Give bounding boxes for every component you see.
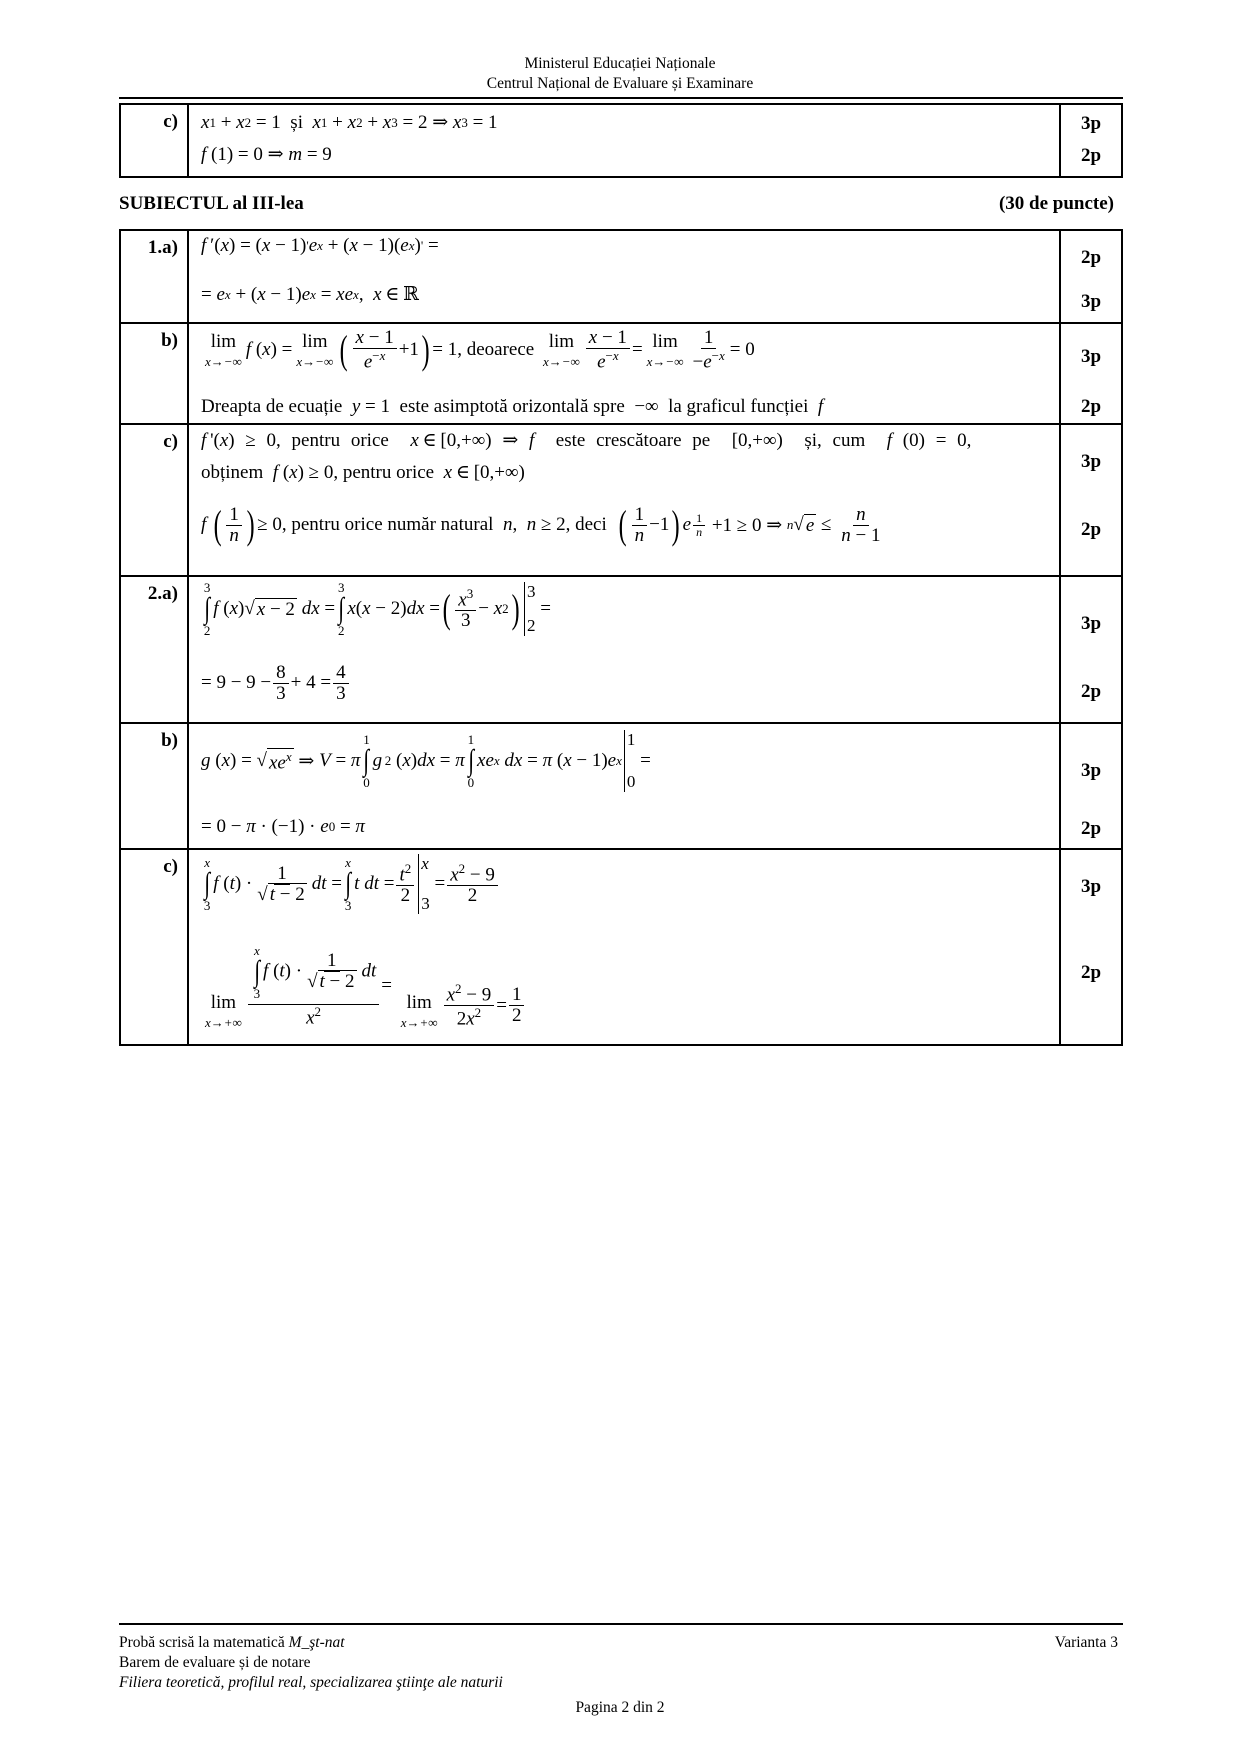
item-points	[1060, 576, 1122, 723]
points-value: 3p	[1080, 346, 1102, 367]
solution-line: = e x + ( x − 1) e x = xe x , x ∈ ℝ	[201, 283, 419, 305]
footer-exam-text: Probă scrisă la matematică	[119, 1634, 285, 1651]
item-solution	[188, 576, 1060, 723]
item-solution	[188, 323, 1060, 424]
text-fragment: este crescătoare pe	[555, 429, 711, 451]
points-value: 3p	[1080, 451, 1102, 472]
text-fragment: , deoarece	[457, 339, 535, 361]
item-label: 1.a)	[120, 230, 188, 323]
points-value: 3p	[1080, 113, 1102, 134]
text-fragment: este asimptotă orizontală spre	[399, 396, 625, 417]
solution-line: lim x→+∞ x ∫ 3 f (t) · $\frac{1}{√ t - 2}$ dt $x^2$ = lim x→+∞ $\frac{x^2 - 9}{2x^2}$ = $\frac{1}{2}$	[201, 942, 526, 1030]
footer-exam-line	[119, 1634, 345, 1652]
item-solution	[188, 723, 1060, 849]
item-points	[1060, 723, 1122, 849]
table-row	[120, 424, 1122, 576]
table-row	[120, 849, 1122, 1045]
text-fragment: la graficul funcției	[668, 396, 809, 417]
points-value: 2p	[1080, 247, 1102, 268]
points-value: 2p	[1080, 681, 1102, 702]
item-solution	[188, 424, 1060, 576]
solution-line: f (1) = 0 ⇒ m = 9	[201, 143, 332, 165]
item-label: c)	[120, 849, 188, 1045]
prev-subject-table	[119, 103, 1123, 178]
item-label: c)	[120, 104, 188, 177]
table-row	[120, 104, 1122, 177]
solution-line: = 9 − 9 − $\frac{8}{3}$ + 4 = $\frac{4}{3}$	[201, 663, 351, 704]
item-solution	[188, 104, 1060, 177]
section-title: SUBIECTUL al III-lea	[119, 193, 304, 214]
points-value: 3p	[1080, 291, 1102, 312]
item-label: c)	[120, 424, 188, 576]
footer-filiera: Filiera teoretică, profilul real, specializarea ştiinţe ale naturii	[119, 1674, 503, 1691]
item-points	[1060, 230, 1122, 323]
item-solution	[188, 230, 1060, 323]
subject-iii-table	[119, 229, 1123, 1046]
table-row	[120, 723, 1122, 849]
solution-line: lim x→−∞ f ( x ) = lim x→−∞ ( $\frac{x - 1}{e^{-x}}$ +1 ) = 1 , deoarece lim x→−∞ $\frac{x - 1}{e^{-x}}$ = lim x→−∞ $\frac{1}{-e^{-x}}$ = 0	[205, 327, 755, 373]
text-fragment: , pentru orice număr natural	[281, 514, 494, 536]
points-value: 2p	[1080, 519, 1102, 540]
item-label: b)	[120, 323, 188, 424]
item-points	[1060, 323, 1122, 424]
header-ministry: Ministerul Educației Naționale	[524, 55, 716, 72]
points-value: 2p	[1080, 396, 1102, 417]
text-fragment: , pentru orice	[276, 429, 389, 451]
footer-barem: Barem de evaluare și de notare	[119, 1654, 311, 1671]
item-points	[1060, 424, 1122, 576]
item-label: 2.a)	[120, 576, 188, 723]
solution-line: x 1 + x 2 = 1 și x 1 + x 2 + x 3 = 2 ⇒ x 3 = 1	[201, 111, 498, 133]
solution-line: f ( $\frac{1}{n}$ ) ≥ 0 , pentru orice număr natural n , n ≥ 2 , deci ( $\frac{1}{n}$ −1 ) e $\frac{1}{n}$ +1 ≥ 0 ⇒ n √ e ≤ $\frac{n}{n - 1}$	[201, 502, 881, 548]
header-rule	[119, 97, 1123, 99]
text-fragment: = 1	[432, 339, 458, 361]
section-points: (30 de puncte)	[998, 193, 1114, 214]
points-value: 2p	[1080, 962, 1102, 983]
item-solution	[188, 849, 1060, 1045]
points-value: 3p	[1080, 876, 1102, 897]
text-fragment: , pentru orice	[333, 461, 435, 483]
table-row	[120, 576, 1122, 723]
solution-line: f '( x ) ≥ 0 , pentru orice x ∈ [0,+∞) ⇒ f este crescătoare pe [0,+∞) și, cum f (0) = 0,	[201, 429, 972, 451]
page-number: Pagina 2 din 2	[575, 1699, 665, 1716]
text-fragment: obținem	[201, 461, 264, 483]
footer-rule	[119, 1623, 1123, 1625]
points-value: 3p	[1080, 613, 1102, 634]
points-value: 3p	[1080, 760, 1102, 781]
solution-line: Dreapta de ecuație y = 1 este asimptotă orizontală spre −∞ la graficul funcției f	[201, 396, 824, 417]
item-points	[1060, 104, 1122, 177]
points-value: 2p	[1080, 145, 1102, 166]
item-label: b)	[120, 723, 188, 849]
solution-line: 3 ∫ 2 f ( x )√ x − 2 dx = 3 ∫ 2 x ( x − 2) dx = ( $\frac{x^3}{3}$ − x 2 ) 3 2 =	[203, 580, 551, 638]
points-value: 2p	[1080, 818, 1102, 839]
item-points	[1060, 849, 1122, 1045]
footer-variant: Varianta 3	[1054, 1634, 1118, 1651]
solution-line: x ∫ 3 f ( t ) · $\frac{1}{√ t - 2}$ dt = x ∫ 3 t dt = $\frac{t^2}{2}$ x 3 = $\frac{x^2 - 9}{2}$	[201, 854, 500, 914]
table-row	[120, 323, 1122, 424]
solution-line: f ′( x ) = ( x − 1) ' e x + ( x − 1)( e x ) ' =	[201, 235, 439, 256]
solution-line: = 0 − π · (−1) · e 0 = π	[201, 816, 365, 837]
text-fragment: , deci	[565, 514, 607, 536]
table-row	[120, 230, 1122, 323]
solution-line: obținem f ( x ) ≥ 0 , pentru orice x ∈ [0,+∞)	[201, 461, 525, 483]
text-fragment: și, cum	[804, 429, 866, 451]
footer-exam-code: M_şt-nat	[288, 1634, 345, 1651]
text-fragment: Dreapta de ecuație	[201, 396, 343, 417]
solution-line: g ( x ) = √ $xe^x$ ⇒ V = π 1 ∫ 0 g 2 ( x ) dx = π 1 ∫ 0 xe x dx = π ( x − 1) e x 1 0 =	[201, 730, 651, 791]
header-center: Centrul Național de Evaluare și Examinare	[486, 75, 754, 92]
